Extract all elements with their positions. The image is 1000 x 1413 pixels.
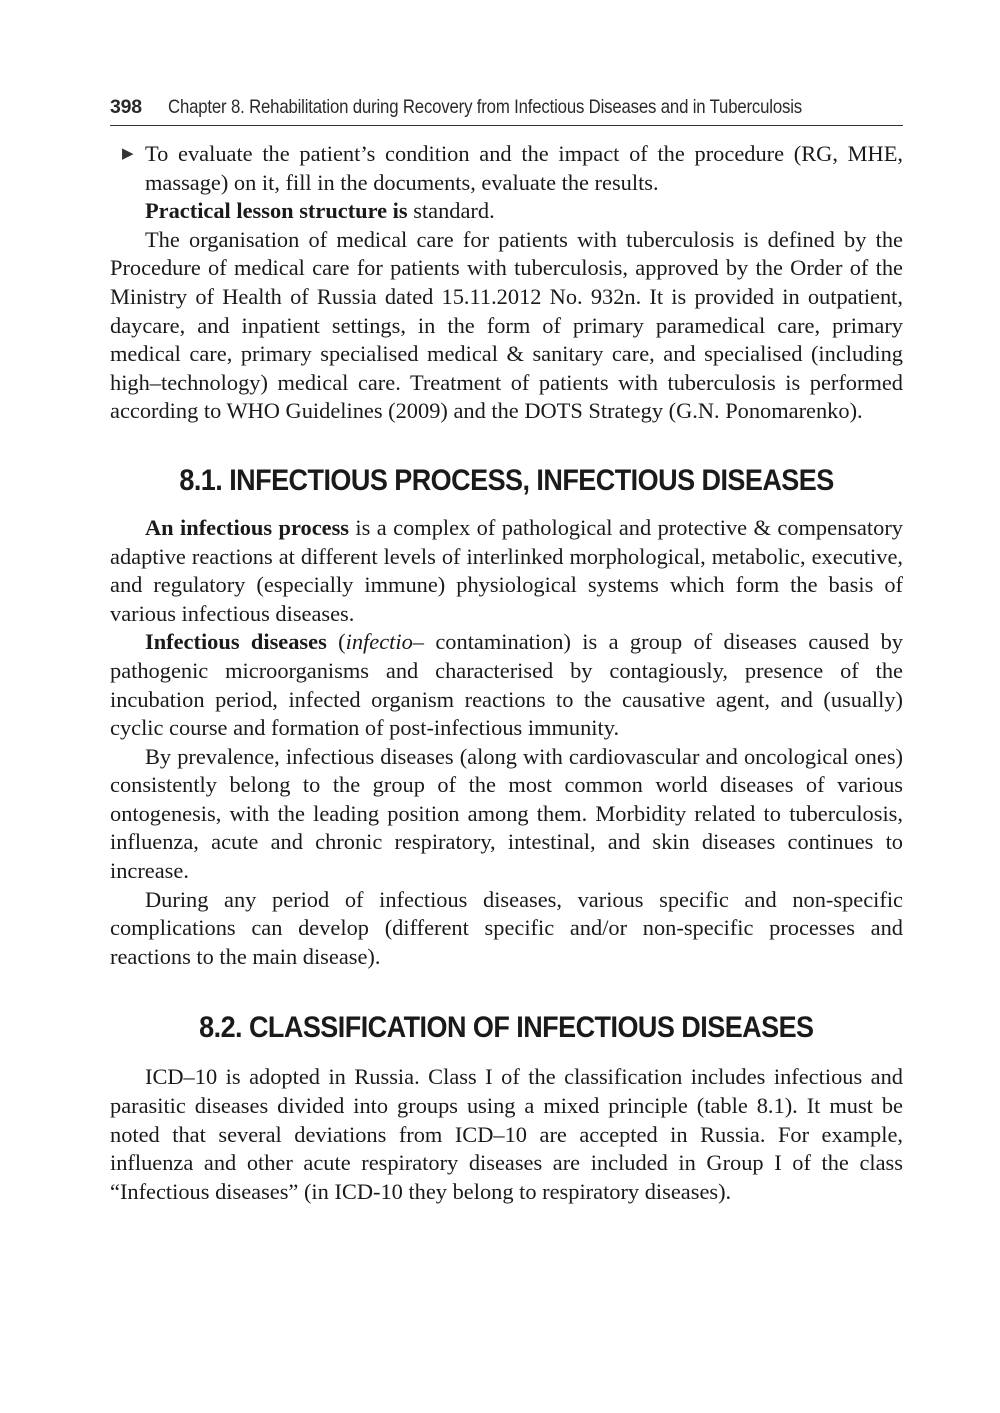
bullet-text: To evaluate the patient’s condition and the impact of the procedure (RG, MHE, massage) on it, fill in the documents, evaluate the results. <box>145 141 903 195</box>
infectious-process-paragraph <box>110 514 903 628</box>
paragraph-text: ( <box>326 629 346 655</box>
paragraph-text: contamination) is a group of diseases caused by pathogenic microorganisms and characterised by contagiously, presence of the incubation period, infected organism reactions to the causative agent, and (usually) cyclic course and formation of post-infectious immunity. <box>110 629 903 741</box>
prevalence-paragraph: By prevalence, infectious diseases (along with cardiovascular and oncological ones) consistently belong to the group of the most common world diseases of various ontogenesis, with the leading position among them. Morbidity related to tuberculosis, influenza, acute and chronic respiratory, intestinal, and skin diseases continues to increase. <box>110 743 903 884</box>
classification-paragraph: ICD–10 is adopted in Russia. Class I of the classification includes infectious and parasitic diseases divided into groups using a mixed principle (table 8.1). It must be noted that several deviations from ICD–10 are accepted in Russia. For example, influenza and other acute respiratory diseases are included in Group I of the class “Infectious diseases” (in ICD-10 they belong to respiratory diseases). <box>110 1064 903 1204</box>
lesson-structure-bold: Practical lesson structure is <box>145 198 408 224</box>
term-infectious-process: An infectious process <box>145 514 349 540</box>
bullet-item <box>110 140 903 197</box>
section-heading-8-2 <box>110 1009 903 1047</box>
running-header <box>110 96 903 126</box>
book-page <box>110 96 903 1206</box>
page-body <box>110 140 903 1206</box>
section-heading-text: 8.1. INFECTIOUS PROCESS, INFECTIOUS DISEASES <box>179 463 834 497</box>
page-number: 398 <box>110 96 142 118</box>
triangle-bullet-icon: ▶ <box>122 146 134 162</box>
section-heading-text: 8.2. CLASSIFICATION OF INFECTIOUS DISEASES <box>199 1011 814 1045</box>
complications-paragraph: During any period of infectious diseases, various specific and non-specific complications can develop (different specific and/or non-specific processes and reactions to the main disease). <box>110 886 903 969</box>
chapter-title: Chapter 8. Rehabilitation during Recovery from Infectious Diseases and in Tuberculosis <box>167 96 802 118</box>
section-heading-8-1 <box>110 462 903 500</box>
organisation-paragraph: The organisation of medical care for patients with tuberculosis is defined by the Procedure of medical care for patients with tuberculosis, approved by the Order of the Ministry of Health of Russia dated 15.11.2012 No. 932n. It is provided in outpatient, daycare, and inpatient settings, in the form of primary paramedical care, primary medical care, primary specialised medical & sanitary care, and specialised (including high–technology) medical care. Treatment of patients with tuberculosis is performed according to WHO Guidelines (2009) and the DOTS Strategy (G.N. Ponomarenko). <box>110 226 903 424</box>
latin-term: infectio– <box>345 629 424 655</box>
lesson-structure-line <box>110 197 903 226</box>
paragraph-text: is a complex of pathological and protective & compensatory adaptive reactions at different levels of interlinked morphological, metabolic, executive, and regulatory (especially immune) physiological systems which form the basis of various infectious diseases. <box>110 514 903 626</box>
infectious-diseases-paragraph <box>110 628 903 742</box>
lesson-structure-rest: standard. <box>407 198 495 224</box>
term-infectious-diseases: Infectious diseases <box>145 629 327 655</box>
